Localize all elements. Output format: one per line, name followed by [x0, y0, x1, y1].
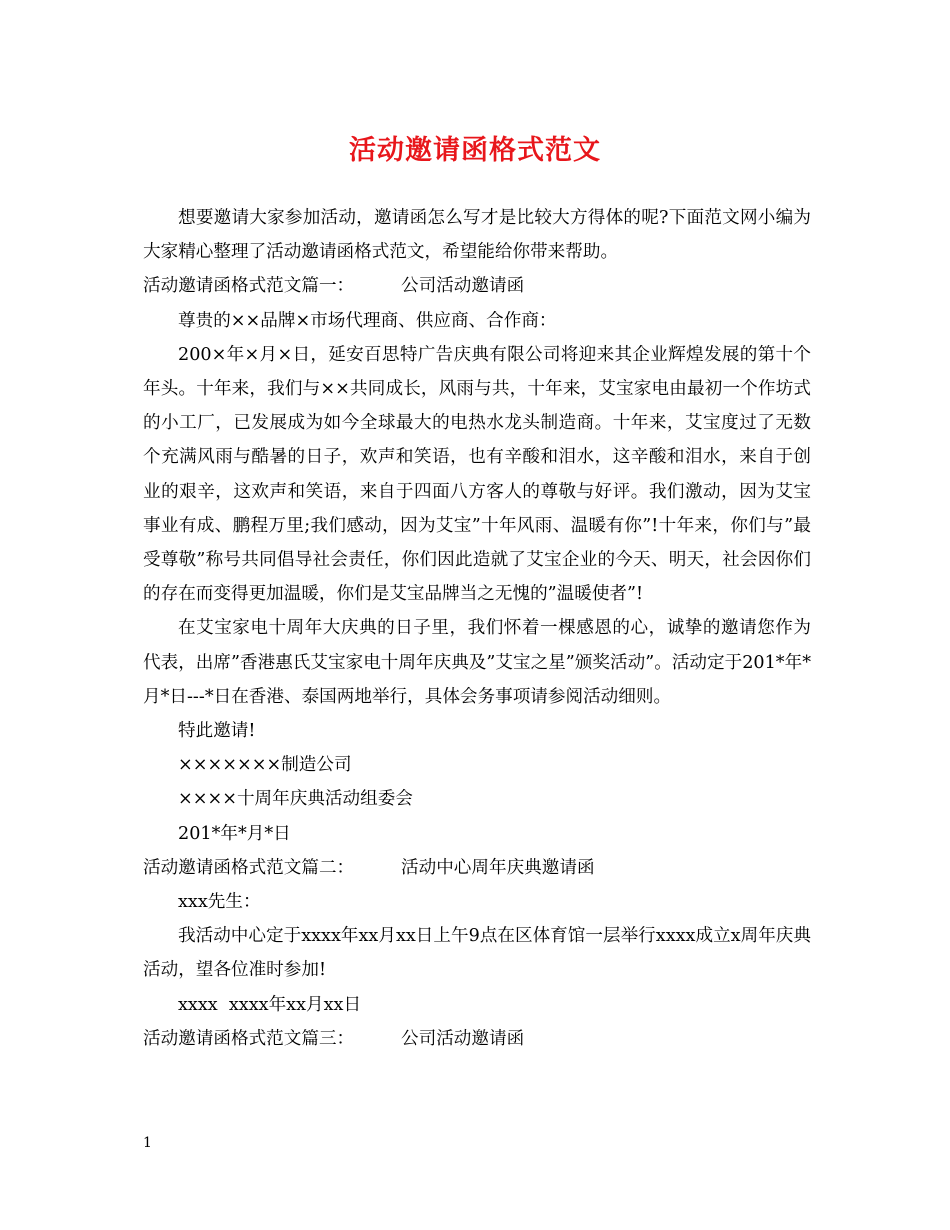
section-label-3: 活动邀请函格式范文篇三： — [143, 1028, 355, 1049]
salutation-2: xxx先生： — [178, 892, 261, 913]
body-paragraph-1: 200×年×月×日，延安百思特广告庆典有限公司将迎来其企业辉煌发展的第十个年头。十年来，我们与××共同成长，风雨与共，十年来，艾宝家电由最初一个作坊式的小工厂，已发展成为如今全球最大的电热水龙头制造商。十年来，艾宝度过了无数个充满风雨与酷暑的日子，欢声和笑语，也有辛酸和泪水，这辛酸和泪水，来自于创业的艰辛，这欢声和笑语，来自于四面八方客人的尊敬与好评。我们激动，因为艾宝事业有成、鹏程万里;我们感动，因为艾宝”十年风雨、温暖有你”!十年来，你们与”最受尊敬”称号共同倡导社会责任，你们因此造就了艾宝企业的今天、明天，社会因你们的存在而变得更加温暖，你们是艾宝品牌当之无愧的”温暖使者”! — [143, 344, 811, 605]
signer-company: ×××××××制造公司 — [178, 755, 352, 776]
body-paragraph-2: 在艾宝家电十周年大庆典的日子里，我们怀着一棵感恩的心，诚挚的邀请您作为代表，出席”香港惠氏艾宝家电十周年庆典及”艾宝之星”颁奖活动”。活动定于201*年*月*日---*日在香港、泰国两地举行，具体会务事项请参阅活动细则。 — [143, 618, 811, 707]
section-heading-2 — [143, 851, 811, 885]
section-subtitle-1: 公司活动邀请函 — [401, 276, 525, 297]
signature-date-1: 201*年*月*日 — [178, 823, 291, 844]
body-paragraph-3: 我活动中心定于xxxx年xx月xx日上午9点在区体育馆一层举行xxxx成立x周年庆典活动，望各位准时参加! — [143, 926, 811, 981]
section-subtitle-3: 公司活动邀请函 — [401, 1028, 525, 1049]
page-number: 1 — [143, 1135, 152, 1151]
document-title: 活动邀请函格式范文 — [349, 135, 601, 166]
signer-committee: ××××十周年庆典活动组委会 — [178, 789, 413, 810]
section-heading-3 — [143, 1022, 811, 1056]
signoff-line: xxxx xxxx年xx月xx日 — [178, 994, 362, 1015]
closing-line: 特此邀请! — [178, 721, 256, 742]
section-label-1: 活动邀请函格式范文篇一： — [143, 276, 355, 297]
salutation-1: 尊贵的××品牌×市场代理商、供应商、合作商： — [178, 310, 557, 331]
section-subtitle-2: 活动中心周年庆典邀请函 — [401, 857, 595, 878]
section-label-2: 活动邀请函格式范文篇二： — [143, 857, 355, 878]
document-body — [143, 201, 811, 1056]
intro-paragraph: 想要邀请大家参加活动，邀请函怎么写才是比较大方得体的呢?下面范文网小编为大家精心整理了活动邀请函格式范文，希望能给你带来帮助。 — [143, 208, 811, 263]
section-heading-1 — [143, 269, 811, 303]
